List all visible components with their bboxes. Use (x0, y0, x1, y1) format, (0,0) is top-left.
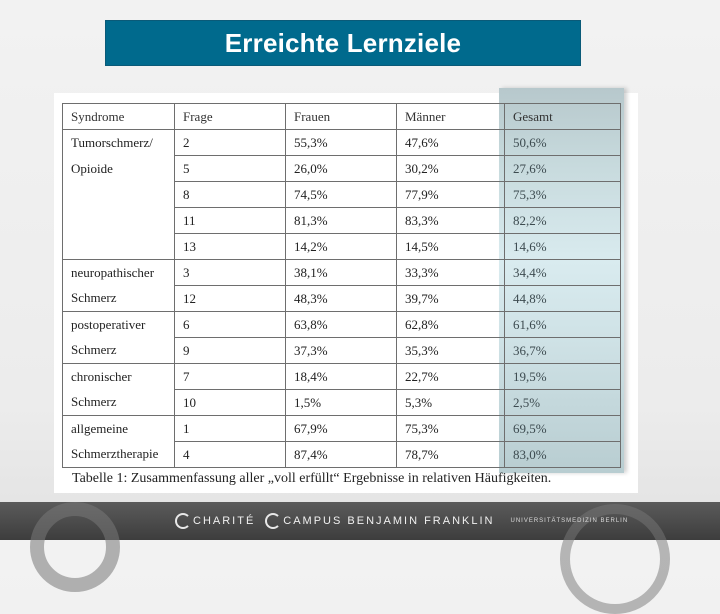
cell-gesamt: 14,6% (505, 234, 621, 260)
cell-syndrome: Opioide (63, 156, 175, 182)
cell-gesamt: 83,0% (505, 442, 621, 468)
cell-syndrome: chronischer (63, 364, 175, 390)
cell-frage: 11 (175, 208, 286, 234)
cell-maenner: 39,7% (397, 286, 505, 312)
cell-frage: 13 (175, 234, 286, 260)
cell-frage: 6 (175, 312, 286, 338)
header-frage: Frage (175, 104, 286, 130)
table-caption: Tabelle 1: Zusammenfassung aller „voll erfüllt“ Ergebnisse in relativen Häufigkeiten. (72, 471, 552, 486)
cell-gesamt: 34,4% (505, 260, 621, 286)
cell-frauen: 38,1% (286, 260, 397, 286)
cell-frage: 12 (175, 286, 286, 312)
cell-syndrome: Schmerz (63, 338, 175, 364)
cell-maenner: 47,6% (397, 130, 505, 156)
cell-syndrome (63, 182, 175, 208)
cell-gesamt: 36,7% (505, 338, 621, 364)
cell-frauen: 67,9% (286, 416, 397, 442)
cell-maenner: 33,3% (397, 260, 505, 286)
table-row (63, 260, 621, 286)
cell-frage: 3 (175, 260, 286, 286)
table-row (63, 156, 621, 182)
cell-frauen: 26,0% (286, 156, 397, 182)
cell-frauen: 74,5% (286, 182, 397, 208)
cell-maenner: 83,3% (397, 208, 505, 234)
table-row (63, 312, 621, 338)
brand-charite: CHARITÉ (193, 515, 256, 527)
brand-campus: CAMPUS BENJAMIN FRANKLIN (283, 515, 495, 527)
cell-maenner: 78,7% (397, 442, 505, 468)
cell-maenner: 75,3% (397, 416, 505, 442)
footer-logo (175, 513, 628, 529)
brand-subtitle: UNIVERSITÄTSMEDIZIN BERLIN (510, 518, 629, 524)
cell-gesamt: 19,5% (505, 364, 621, 390)
cell-syndrome (63, 208, 175, 234)
cell-maenner: 35,3% (397, 338, 505, 364)
cell-maenner: 30,2% (397, 156, 505, 182)
cell-frage: 5 (175, 156, 286, 182)
cell-frage: 1 (175, 416, 286, 442)
cell-gesamt: 2,5% (505, 390, 621, 416)
table-row (63, 234, 621, 260)
slide-title: Erreichte Lernziele (224, 27, 462, 58)
table-row (63, 390, 621, 416)
table-row (63, 416, 621, 442)
cell-maenner: 22,7% (397, 364, 505, 390)
cell-frauen: 87,4% (286, 442, 397, 468)
cell-maenner: 62,8% (397, 312, 505, 338)
cell-frauen: 37,3% (286, 338, 397, 364)
header-frauen: Frauen (286, 104, 397, 130)
table-figure (54, 93, 638, 493)
cell-frauen: 14,2% (286, 234, 397, 260)
cell-syndrome: Tumorschmerz/ (63, 130, 175, 156)
campus-logo-icon (265, 513, 281, 529)
cell-frauen: 55,3% (286, 130, 397, 156)
cell-frauen: 1,5% (286, 390, 397, 416)
cell-frage: 9 (175, 338, 286, 364)
cell-frauen: 81,3% (286, 208, 397, 234)
cell-frage: 4 (175, 442, 286, 468)
cell-syndrome: Schmerz (63, 390, 175, 416)
results-table (62, 103, 621, 468)
cell-frage: 7 (175, 364, 286, 390)
cell-syndrome: allgemeine (63, 416, 175, 442)
table-row (63, 442, 621, 468)
table-header-row (63, 104, 621, 130)
cell-maenner: 5,3% (397, 390, 505, 416)
cell-frauen: 18,4% (286, 364, 397, 390)
header-gesamt: Gesamt (505, 104, 621, 130)
cell-gesamt: 61,6% (505, 312, 621, 338)
cell-syndrome: postoperativer (63, 312, 175, 338)
cell-gesamt: 50,6% (505, 130, 621, 156)
cell-syndrome: neuropathischer (63, 260, 175, 286)
header-maenner: Männer (397, 104, 505, 130)
cell-gesamt: 75,3% (505, 182, 621, 208)
table-row (63, 286, 621, 312)
cell-frage: 10 (175, 390, 286, 416)
slide-title-bar (105, 20, 581, 66)
charite-logo-icon (175, 513, 191, 529)
cell-syndrome (63, 234, 175, 260)
cell-gesamt: 27,6% (505, 156, 621, 182)
cell-frage: 8 (175, 182, 286, 208)
cell-frauen: 63,8% (286, 312, 397, 338)
cell-syndrome: Schmerztherapie (63, 442, 175, 468)
cell-maenner: 77,9% (397, 182, 505, 208)
table-row (63, 182, 621, 208)
cell-gesamt: 44,8% (505, 286, 621, 312)
cell-gesamt: 82,2% (505, 208, 621, 234)
cell-frauen: 48,3% (286, 286, 397, 312)
cell-frage: 2 (175, 130, 286, 156)
footer-decoration-arc (30, 502, 120, 592)
header-syndrome: Syndrome (63, 104, 175, 130)
table-row (63, 364, 621, 390)
cell-gesamt: 69,5% (505, 416, 621, 442)
cell-syndrome: Schmerz (63, 286, 175, 312)
table-row (63, 130, 621, 156)
table-row (63, 208, 621, 234)
table-row (63, 338, 621, 364)
cell-maenner: 14,5% (397, 234, 505, 260)
